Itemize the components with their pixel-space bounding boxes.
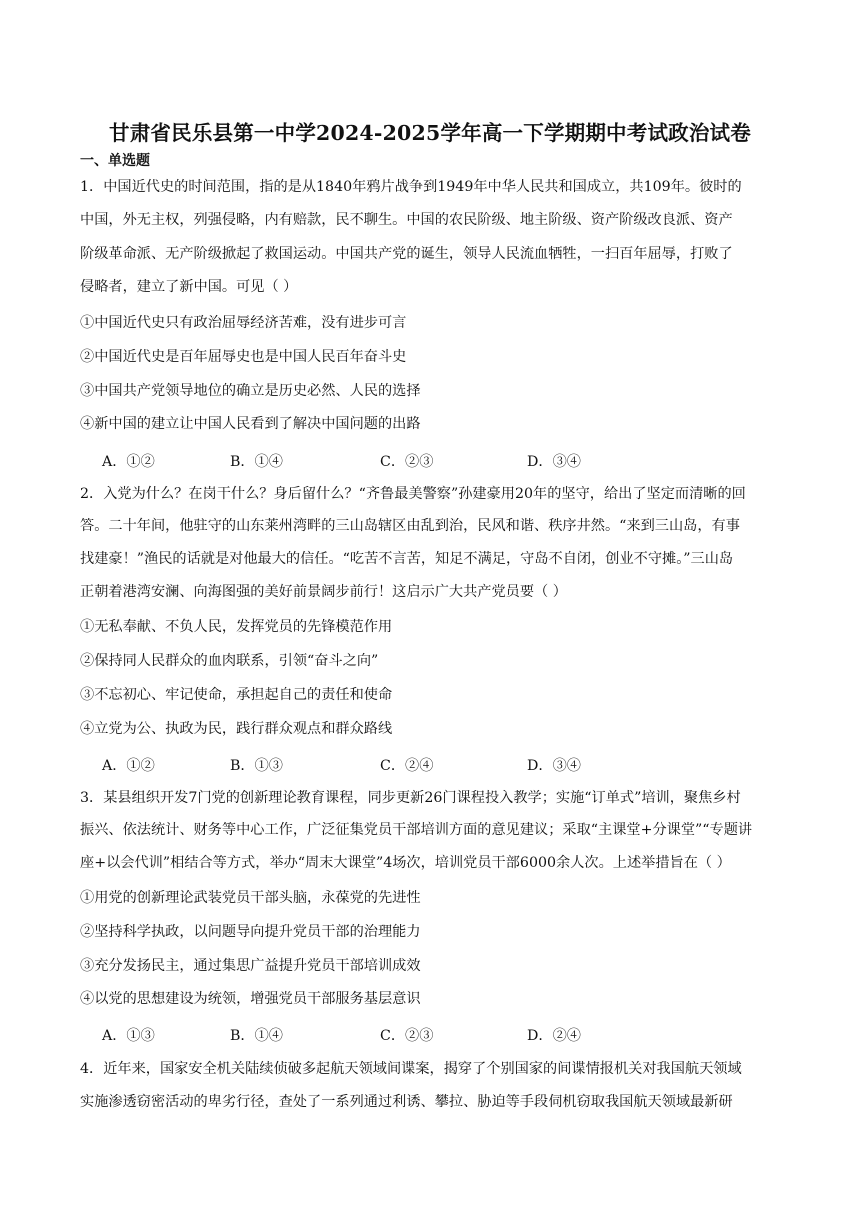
question-1-statement-1: ①中国近代史只有政治屈辱经济苦难，没有进步可言 [80,315,407,331]
option-a[interactable]: A．①② [102,758,155,774]
question-2-line-2: 答。二十年间，他驻守的山东莱州湾畔的三山岛辖区由乱到治，民风和谐、秩序井然。“来到三山岛，有事 [80,518,740,534]
question-1-line-2: 中国，外无主权，列强侵略，内有赔款，民不聊生。中国的农民阶级、地主阶级、资产阶级改良派、资产 [80,212,733,228]
question-2-statement-3: ③不忘初心、牢记使命，承担起自己的责任和使命 [80,687,393,703]
question-4-line-2: 实施渗透窃密活动的卑劣行径，查处了一系列通过利诱、攀拉、胁迫等手段伺机窃取我国航天领域最新研 [80,1094,733,1110]
question-2-statement-1: ①无私奉献、不负人民，发挥党员的先锋模范作用 [80,619,393,635]
question-3-statement-4: ④以党的思想建设为统领，增强党员干部服务基层意识 [80,991,421,1007]
question-2-line-3: 找建豪！”渔民的话就是对他最大的信任。“吃苦不言苦，知足不满足，守岛不自闭，创业不守摊。”三山岛 [80,551,734,567]
section-heading: 一、单选题 [80,153,150,169]
question-3-statement-1: ①用党的创新理论武装党员干部头脑，永葆党的先进性 [80,890,421,906]
question-3-line-3: 座+以会代训”相结合等方式，举办“周末大课堂”4场次，培训党员干部6000余人次。上述举措旨在（ ） [80,855,731,871]
question-3-line-2: 振兴、依法统计、财务等中心工作，广泛征集党员干部培训方面的意见建议；采取“主课堂+分课堂”“专题讲 [80,822,753,838]
option-c[interactable]: C．②③ [380,1028,434,1044]
question-3-line-1: 3．某县组织开发7门党的创新理论教育课程，同步更新26门课程投入教学；实施“订单式”培训，聚焦乡村 [80,790,741,806]
question-2-line-1: 2．入党为什么？在岗干什么？身后留什么？“齐鲁最美警察”孙建豪用20年的坚守，给出了坚定而清晰的回 [80,486,746,502]
question-2-statement-2: ②保持同人民群众的血肉联系，引领“奋斗之向” [80,653,379,669]
option-b[interactable]: B．①④ [230,1028,283,1044]
exam-title: 甘肃省民乐县第一中学2024-2025学年高一下学期期中考试政治试卷 [109,121,751,145]
option-a[interactable]: A．①③ [102,1028,155,1044]
question-4-line-1: 4．近年来，国家安全机关陆续侦破多起航天领域间谍案，揭穿了个别国家的间谍情报机关对我国航天领域 [80,1061,742,1077]
question-1-statement-4: ④新中国的建立让中国人民看到了解决中国问题的出路 [80,416,421,432]
question-3-statement-3: ③充分发扬民主，通过集思广益提升党员干部培训成效 [80,958,421,974]
question-3-statement-2: ②坚持科学执政，以问题导向提升党员干部的治理能力 [80,924,421,940]
question-1-line-1: 1．中国近代史的时间范围，指的是从1840年鸦片战争到1949年中华人民共和国成立，共109年。彼时的 [80,179,742,195]
question-1-line-3: 阶级革命派、无产阶级掀起了救国运动。中国共产党的诞生，领导人民流血牺牲，一扫百年屈辱，打败了 [80,246,733,262]
option-b[interactable]: B．①③ [230,758,283,774]
question-1-statement-2: ②中国近代史是百年屈辱史也是中国人民百年奋斗史 [80,349,407,365]
question-1-line-4: 侵略者，建立了新中国。可见（ ） [80,279,298,295]
option-b[interactable]: B．①④ [230,454,283,470]
question-2-line-4: 正朝着港湾安澜、向海图强的美好前景阔步前行！这启示广大共产党员要（ ） [80,584,567,600]
option-a[interactable]: A．①② [102,454,155,470]
option-d[interactable]: D．②④ [527,1028,581,1044]
option-c[interactable]: C．②③ [380,454,434,470]
option-c[interactable]: C．②④ [380,758,434,774]
option-d[interactable]: D．③④ [527,454,581,470]
question-1-statement-3: ③中国共产党领导地位的确立是历史必然、人民的选择 [80,383,421,399]
question-2-statement-4: ④立党为公、执政为民，践行群众观点和群众路线 [80,721,393,737]
option-d[interactable]: D．③④ [527,758,581,774]
